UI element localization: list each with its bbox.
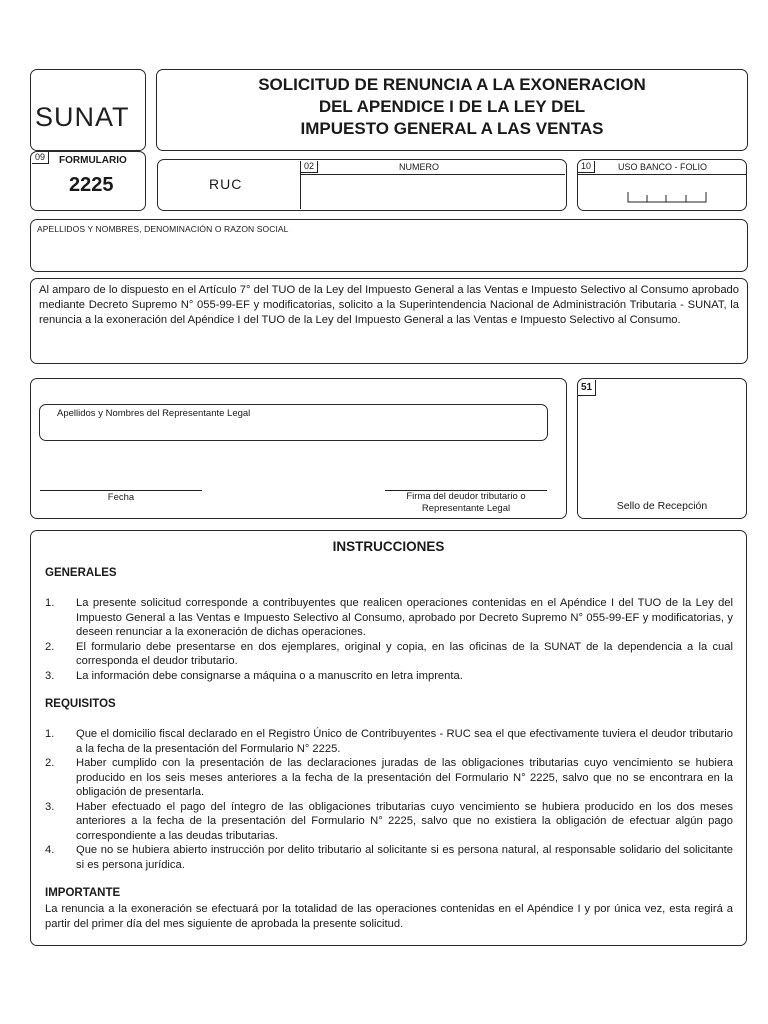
- importante-text: La renuncia a la exoneración se efectuará por la totalidad de las operaciones contenidas en el Apéndice I y por única vez, esta regirá a partir del primer día del mes siguiente de aprobada la presente solicitud.: [45, 903, 733, 930]
- uso-banco-code-tag: 10: [578, 161, 595, 173]
- firma-label-line-1: Firma del deudor tributario o: [406, 491, 526, 502]
- form-label: FORMULARIO: [59, 155, 127, 166]
- representante-field[interactable]: [39, 404, 548, 441]
- representante-label: Apellidos y Nombres del Representante Legal: [57, 408, 251, 419]
- sunat-logo: SUNAT: [35, 102, 130, 132]
- instructions-box: [30, 530, 747, 946]
- folio-ticks: [627, 192, 707, 204]
- generales-list: 1. La presente solicitud corresponde a contribuyentes que realicen operaciones contenidas en el Apéndice I del TUO de la Ley del Impuesto General a las Ventas e Impuesto Selectivo al Consumo, aprobado por Decreto Supremo N° 055-99-EF y modificatorias, y deseen renunciar a la exoneración de dichas operaciones. 2. El formulario debe presentarse en dos ejemplares, original y copia, en las oficinas de la SUNAT de la dependencia a la cual corresponda el deudor tributario. 3. La información debe consignarse a máquina o a manuscrito en letra imprenta.: [45, 597, 733, 682]
- reception-code-tag: 51: [578, 380, 596, 396]
- logo-box: [30, 69, 146, 151]
- ruc-code-tag: 02: [301, 161, 318, 173]
- declaration-box: [30, 278, 748, 364]
- form-code-tag: 09: [32, 152, 49, 164]
- name-field[interactable]: [30, 219, 748, 272]
- form-number: 2225: [69, 174, 114, 196]
- form-number-box: [30, 151, 146, 211]
- form-title-line-3: IMPUESTO GENERAL A LAS VENTAS: [300, 119, 604, 138]
- ruc-number-field[interactable]: [300, 161, 565, 209]
- ruc-number-divider: [301, 174, 565, 175]
- fecha-line[interactable]: [40, 490, 202, 491]
- declaration-text: Al amparo de lo dispuesto en el Artículo 7° del TUO de la Ley del Impuesto General a las Ventas e Impuesto Selectivo al Consumo aprobado mediante Decreto Supremo N° 055-99-EF y modificatorias, solicito a la Superintendencia Nacional de Administración Tributaria - SUNAT, la renuncia a la exoneración del Apéndice I del TUO de la Ley del Impuesto General a las Ventas e Impuesto Selectivo al Consumo.: [39, 284, 739, 326]
- title-box: [156, 69, 748, 151]
- ruc-label: RUC: [209, 176, 243, 192]
- reception-box: [577, 378, 747, 519]
- name-field-label: APELLIDOS Y NOMBRES, DENOMINACIÓN O RAZON SOCIAL: [37, 224, 289, 234]
- generales-title: GENERALES: [45, 567, 117, 579]
- ruc-box: [157, 159, 567, 211]
- instructions-title: INSTRUCCIONES: [332, 539, 445, 554]
- uso-banco-divider: [578, 174, 746, 175]
- uso-banco-label: USO BANCO - FOLIO: [618, 162, 708, 172]
- ruc-number-label: NUMERO: [399, 162, 439, 172]
- requisitos-list: 1. Que el domicilio fiscal declarado en el Registro Único de Contribuyentes - RUC sea el que efectivamente tuviera el deudor tributario a la fecha de la presentación del Formulario N° 2225. 2. Haber cumplido con la presentación de las declaraciones juradas de las obligaciones tributarias cuyo vencimiento se hubiera producido en los seis meses anteriores a la fecha de la presentación del Formulario N° 2225, salvo que no se encontrara en la obligación de presentarla. 3. Haber efectuado el pago del íntegro de las obligaciones tributarias cuyo vencimiento se hubiera producido en los dos meses anteriores a la fecha de la presentación del Formulario N° 2225, salvo que no existiera la obligación de efectuar algún pago correspondiente a las deudas tributarias. 4. Que no se hubiera abierto instrucción por delito tributario al solicitante si es persona natural, al responsable solidario del solicitante si es persona jurídica.: [45, 728, 733, 871]
- firma-label-line-2: Representante Legal: [421, 503, 511, 514]
- requisitos-title: REQUISITOS: [45, 698, 116, 710]
- form-title-line-1: SOLICITUD DE RENUNCIA A LA EXONERACION: [258, 75, 646, 94]
- uso-banco-box: [577, 159, 747, 211]
- signature-box: [30, 378, 567, 519]
- fecha-label: Fecha: [107, 492, 135, 503]
- form-title-line-2: DEL APENDICE I DE LA LEY DEL: [318, 97, 586, 116]
- importante-title: IMPORTANTE: [45, 887, 121, 899]
- reception-label: Sello de Recepción: [616, 500, 708, 512]
